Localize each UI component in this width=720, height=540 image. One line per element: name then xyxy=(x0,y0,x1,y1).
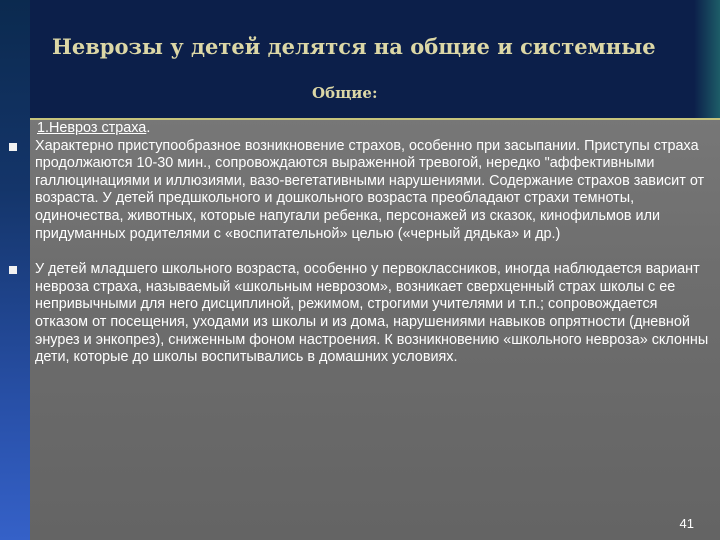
section-heading-label: 1.Невроз страха xyxy=(37,120,147,136)
slide-body xyxy=(6,120,710,367)
slide-subtitle: Общие: xyxy=(312,84,378,102)
section-heading xyxy=(6,120,710,138)
bullet-item-2 xyxy=(6,261,710,367)
slide-title: Неврозы у детей делятся на общие и системные xyxy=(52,34,656,59)
square-bullet-icon xyxy=(9,143,17,151)
square-bullet-icon xyxy=(9,266,17,274)
bullet-text-2: У детей младшего школьного возраста, особенно у первоклассников, иногда наблюдается вариант невроза страха, называемый «школьным неврозом», возникает сверхценный страх школы с ее непривычными для него дисциплиной, режимом, строгими учителями и т.п.; сопровождается отказом от посещения, уходами из школы и из дома, нарушениями навыков опрятности (дневной энурез и энкопрез), сниженным фоном настроения. К возникновению «школьного невроза» склонны дети, которые до школы воспитывались в домашних условиях. xyxy=(35,261,709,366)
bullet-item-1 xyxy=(6,138,710,244)
section-heading-period: . xyxy=(146,120,151,136)
bullet-text-1: Характерно приступообразное возникновение страхов, особенно при засыпании. Приступы страха продолжаются 10-30 мин., сопровождаются выраженной тревогой, нередко "аффективными галлюцинациями и иллюзиями, вазо-вегетативными нарушениями. Содержание страхов зависит от возраста. У детей предшкольного и дошкольного возраста преобладают страхи темноты, одиночества, животных, которые напугали ребенка, персонажей из сказок, кинофильмов или придуманных родителями с «воспитательной» целью («черный дядька» и др.) xyxy=(35,137,705,242)
page-number: 41 xyxy=(679,516,694,531)
